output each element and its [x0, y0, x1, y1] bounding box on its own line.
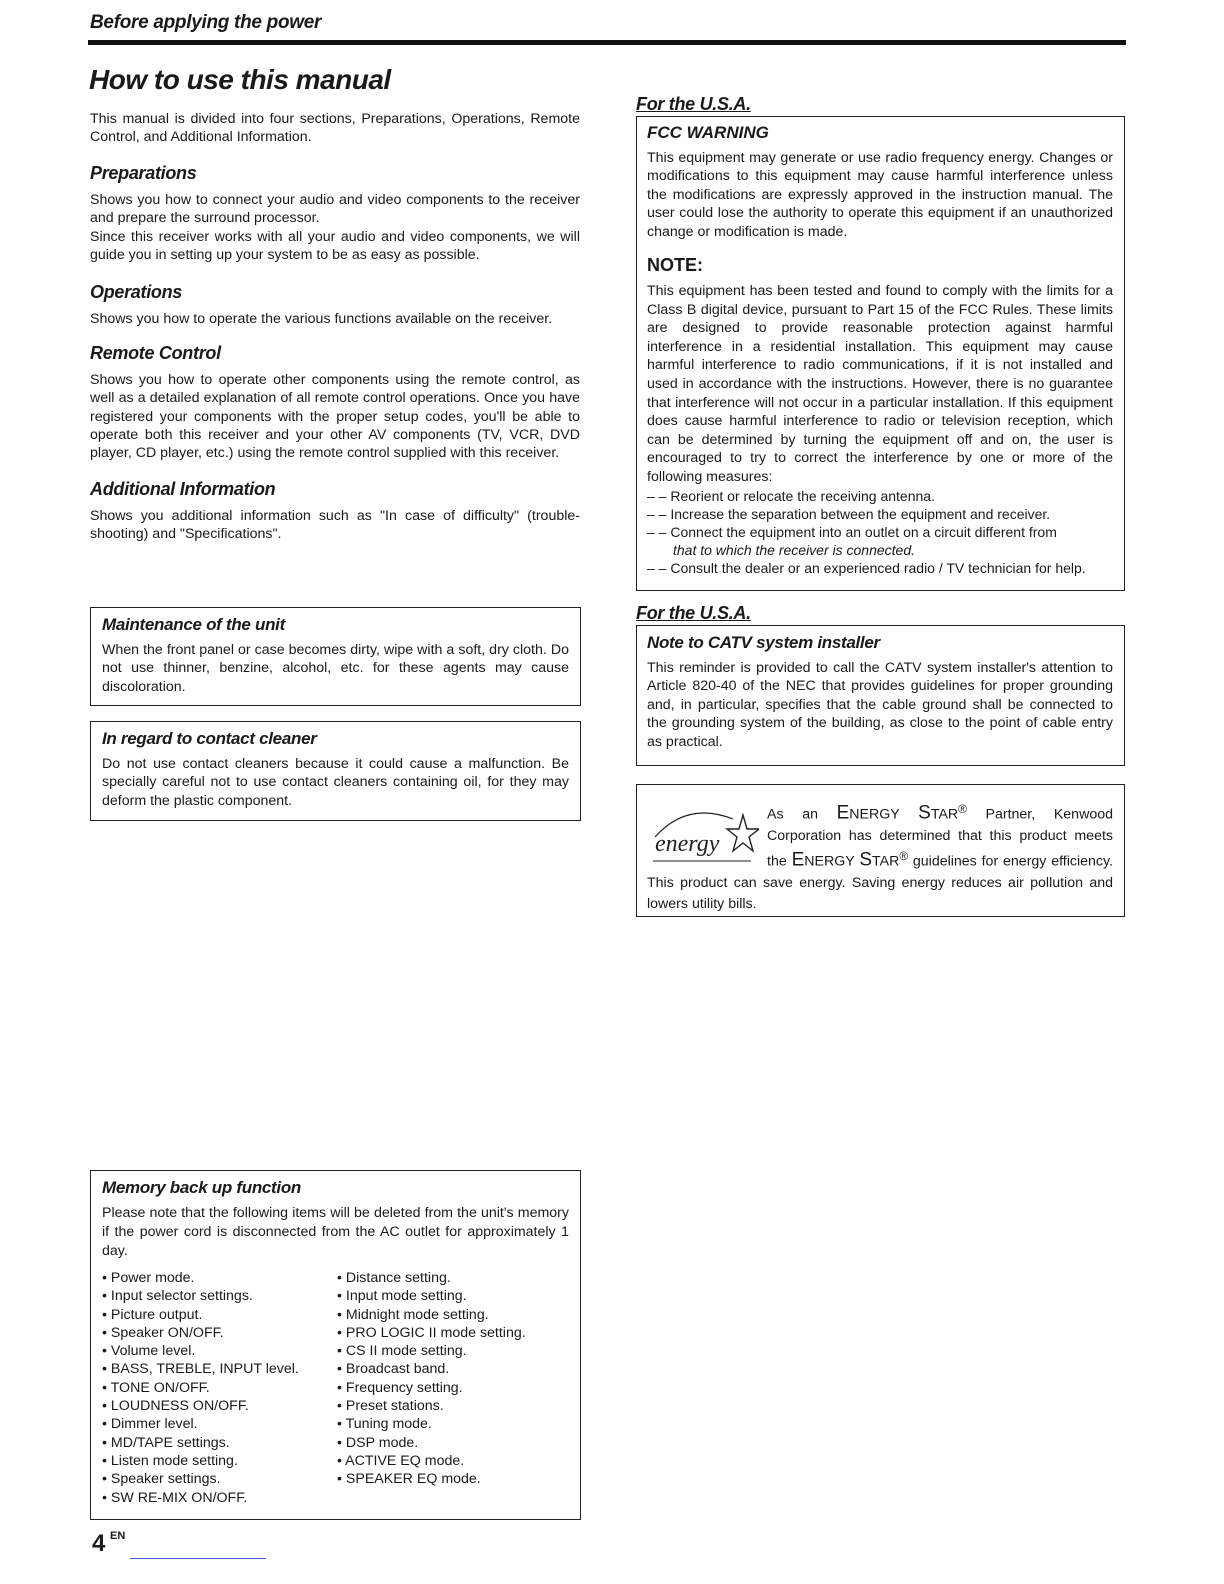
memory-list-item: • Broadcast band.	[337, 1361, 450, 1378]
section-heading: Operations	[90, 282, 183, 303]
memory-list-item: • SW RE-MIX ON/OFF.	[102, 1489, 248, 1506]
fcc-region-label: For the U.S.A.	[636, 94, 751, 114]
header-rule	[88, 40, 1126, 45]
memory-list-item: • Tuning mode.	[337, 1416, 432, 1433]
memory-list-item: • Volume level.	[102, 1343, 196, 1360]
contact-cleaner-text: Do not use contact cleaners because it could cause a malfunction. Be specially careful not to use contact cleaners containing oil, for they may deform the plastic component.	[102, 756, 569, 809]
memory-list-item: • TONE ON/OFF.	[102, 1379, 210, 1396]
section-text: Since this receiver works with all your audio and video components, we will guide you in setting up your system to be as easy as possible.	[90, 228, 580, 264]
memory-list-item: • ACTIVE EQ mode.	[337, 1452, 465, 1469]
memory-list-item: • Preset stations.	[337, 1398, 444, 1415]
memory-list-item: • Picture output.	[102, 1306, 203, 1323]
maintenance-box	[90, 607, 581, 706]
section-text: Shows you how to connect your audio and video components to the receiver and prepare the surround processor.	[90, 191, 580, 227]
section-heading: Additional Information	[90, 478, 276, 499]
section-heading: Preparations	[90, 162, 197, 183]
note-heading: NOTE:	[647, 255, 703, 276]
energy-star-icon	[647, 799, 759, 869]
catv-heading: Note to CATV system installer	[647, 633, 880, 652]
note-text: This equipment has been tested and found to comply with the limits for a Class B digital device, pursuant to Part 15 of the FCC Rules. These limits are designed to provide reasonable protection against harmful interference in a residential installation. This equipment may cause harmful interference to radio communications, if it is not installed and used in accordance with the instructions. However, there is no guarantee that interference will not occur in a particular installation. If this equipment does cause harmful interference to radio or television reception, which can be determined by turning the equipment off and on, the user is encouraged to try to correct the interference by one or more of the following measures:	[647, 283, 1113, 485]
left-column	[90, 110, 580, 544]
section-preparations	[90, 163, 580, 265]
page-title: How to use this manual	[89, 64, 391, 95]
memory-list-item: • Dimmer level.	[102, 1416, 198, 1433]
catv-region-label: For the U.S.A.	[636, 603, 751, 623]
page-language: EN	[110, 1530, 126, 1542]
measure-item: – – Reorient or relocate the receiving antenna.	[647, 487, 935, 504]
memory-list-item: • Distance setting.	[337, 1270, 451, 1286]
memory-list-left	[102, 1269, 299, 1507]
memory-list-item: • Power mode.	[102, 1270, 195, 1286]
memory-list-item: • Input mode setting.	[337, 1288, 467, 1305]
fcc-text: This equipment may generate or use radio frequency energy. Changes or modifications to this equipment may cause harmful interference unless the modifications are expressly approved in the instruction manual. The user could lose the authority to operate this equipment if an unauthorized change or modification is made.	[647, 150, 1113, 240]
intro-text: This manual is divided into four sections, Preparations, Operations, Remote Control, and Additional Information.	[90, 111, 580, 146]
memory-list-item: • Midnight mode setting.	[337, 1306, 489, 1323]
footer-rule	[130, 1558, 266, 1559]
memory-list-item: • Frequency setting.	[337, 1379, 463, 1396]
section-remote-control	[90, 343, 580, 463]
memory-list-item: • DSP mode.	[337, 1434, 419, 1451]
memory-list-item: • Input selector settings.	[102, 1288, 253, 1305]
section-text: Shows you how to operate the various functions available on the receiver.	[90, 311, 553, 328]
maintenance-text: When the front panel or case becomes dirty, wipe with a soft, dry cloth. Do not use thinner, benzine, alcohol, etc. for these agents may cause discoloration.	[102, 642, 569, 695]
measure-item: that to which the receiver is connected.	[673, 542, 916, 559]
contact-cleaner-heading: In regard to contact cleaner	[102, 729, 317, 748]
memory-list-item: • Listen mode setting.	[102, 1452, 238, 1469]
memory-list-item: • SPEAKER EQ mode.	[337, 1471, 481, 1488]
energy-star-box	[636, 784, 1125, 917]
maintenance-heading: Maintenance of the unit	[102, 615, 285, 634]
fcc-heading: FCC WARNING	[647, 123, 769, 142]
memory-list-item: • Speaker ON/OFF.	[102, 1324, 224, 1341]
memory-list-item: • Speaker settings.	[102, 1471, 221, 1488]
memory-backup-box	[90, 1170, 581, 1520]
energy-star-text: As an ENERGY STAR® Partner, Kenwood Corporation has determined that this product meets the ENERGY STAR® guidelines for energy efficiency. This product can save energy. Saving energy reduces air pollution and lowers utility bills.	[647, 802, 1114, 912]
memory-list-right	[337, 1269, 526, 1489]
energy-logo-text: energy	[655, 831, 720, 857]
memory-list-item: • CS II mode setting.	[337, 1343, 467, 1360]
memory-list-item: • LOUDNESS ON/OFF.	[102, 1398, 249, 1415]
measure-item: – – Consult the dealer or an experienced radio / TV technician for help.	[647, 560, 1086, 577]
section-heading: Remote Control	[90, 342, 221, 363]
memory-text: Please note that the following items will be deleted from the unit's memory if the power cord is disconnected from the AC outlet for approximately 1 day.	[102, 1205, 569, 1259]
memory-heading: Memory back up function	[102, 1178, 302, 1197]
fcc-box	[636, 116, 1125, 591]
memory-list-item: • MD/TAPE settings.	[102, 1434, 230, 1451]
section-text: Shows you how to operate other components using the remote control, as well as a detailed explanation of all remote control operations. Once you have registered your components with the proper setup codes, you'll be able to operate both this receiver and your other AV components (TV, VCR, DVD player, CD player, etc.) using the remote control supplied with this receiver.	[90, 371, 580, 462]
memory-list-item: • BASS, TREBLE, INPUT level.	[102, 1361, 299, 1378]
memory-list-item: • PRO LOGIC II mode setting.	[337, 1324, 526, 1341]
section-additional-information	[90, 479, 580, 544]
energy-star-logo	[647, 799, 759, 869]
section-text: Shows you additional information such as "In case of difficulty" (trouble-shooting) and "Specifications".	[90, 507, 580, 543]
catv-text: This reminder is provided to call the CATV system installer's attention to Article 820-40 of the NEC that provides guidelines for proper grounding and, in particular, specifies that the cable ground shall be connected to the grounding system of the building, as close to the point of cable entry as practical.	[647, 660, 1113, 750]
section-operations	[90, 282, 580, 328]
catv-box	[636, 625, 1125, 766]
contact-cleaner-box	[90, 721, 581, 821]
section-header: Before applying the power	[90, 12, 322, 33]
measure-item: – – Connect the equipment into an outlet on a circuit different from	[647, 523, 1057, 540]
measure-item: – – Increase the separation between the equipment and receiver.	[647, 505, 1051, 522]
page-number: 4	[92, 1530, 106, 1557]
